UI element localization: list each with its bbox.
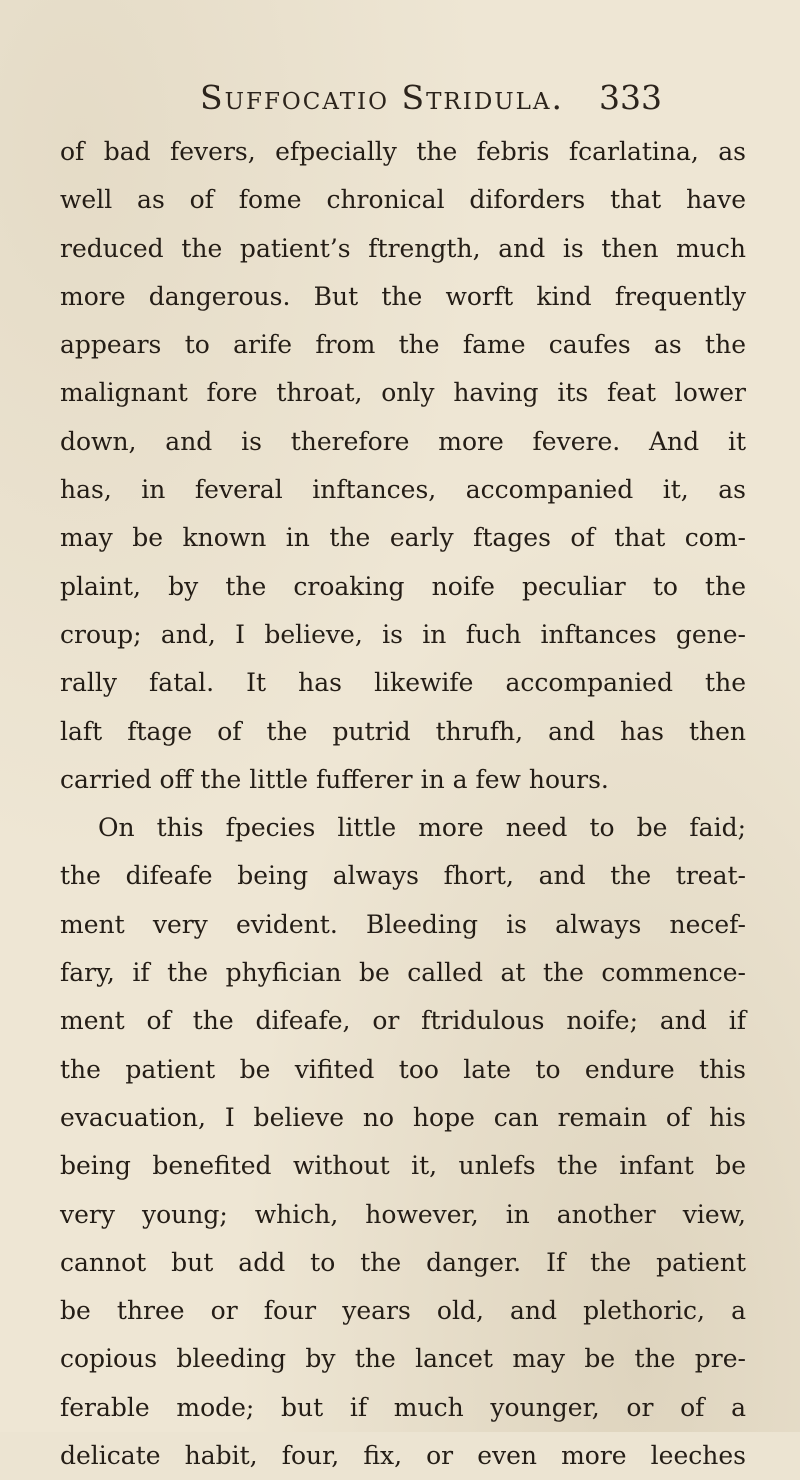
text-line: copious bleeding by the lancet may be the pre- (60, 1344, 746, 1374)
text-line: being benefited without it, unlefs the infant be (60, 1151, 746, 1181)
text-line: may be known in the early ftages of that com- (60, 523, 746, 553)
text-line: has, in feveral inftances, accompanied it, as (60, 475, 746, 505)
paragraph-start-line: On this fpecies little more need to be faid; (98, 813, 746, 843)
text-line: evacuation, I believe no hope can remain of his (60, 1102, 746, 1132)
text-line: very young; which, however, in another view, (60, 1199, 746, 1229)
text-line: cannot but add to the danger. If the patient (60, 1247, 746, 1277)
text-line: fary, if the phyfician be called at the commence- (60, 958, 746, 988)
paragraph-end-line: carried off the little fufferer in a few hours. (60, 764, 609, 794)
running-title: Suffocatio Stridula. (200, 78, 565, 117)
text-line: ferable mode; but if much younger, or of a (60, 1392, 746, 1422)
text-line: delicate habit, four, fix, or even more leeches (60, 1441, 746, 1471)
text-line: of bad fevers, efpecially the febris fcarlatina, as (60, 137, 746, 166)
running-head (200, 72, 700, 116)
text-line: ment of the difeafe, or ftridulous noife; and if (60, 1006, 746, 1036)
text-line: rally fatal. It has likewife accompanied the (60, 668, 746, 698)
body-text (60, 128, 746, 1480)
text-line: malignant fore throat, only having its feat lower (60, 378, 746, 408)
text-line: be three or four years old, and plethoric, a (60, 1296, 746, 1326)
text-line: the patient be vifited too late to endure this (60, 1054, 746, 1084)
text-line: croup; and, I believe, is in fuch inftances gene- (60, 619, 746, 649)
text-line: more dangerous. But the worft kind frequently (60, 281, 746, 311)
text-line: well as of fome chronical diforders that have (60, 185, 746, 215)
page-number: 333 (599, 78, 662, 117)
text-line: ment very evident. Bleeding is always necef- (60, 909, 746, 939)
text-line: plaint, by the croaking noife peculiar to the (60, 571, 746, 601)
text-line: the difeafe being always fhort, and the treat- (60, 861, 746, 891)
text-line: down, and is therefore more fevere. And it (60, 426, 746, 456)
text-line: reduced the patient’s ftrength, and is then much (60, 233, 746, 263)
text-line: appears to arife from the fame caufes as the (60, 330, 746, 360)
text-line: laft ftage of the putrid thrufh, and has then (60, 716, 746, 746)
